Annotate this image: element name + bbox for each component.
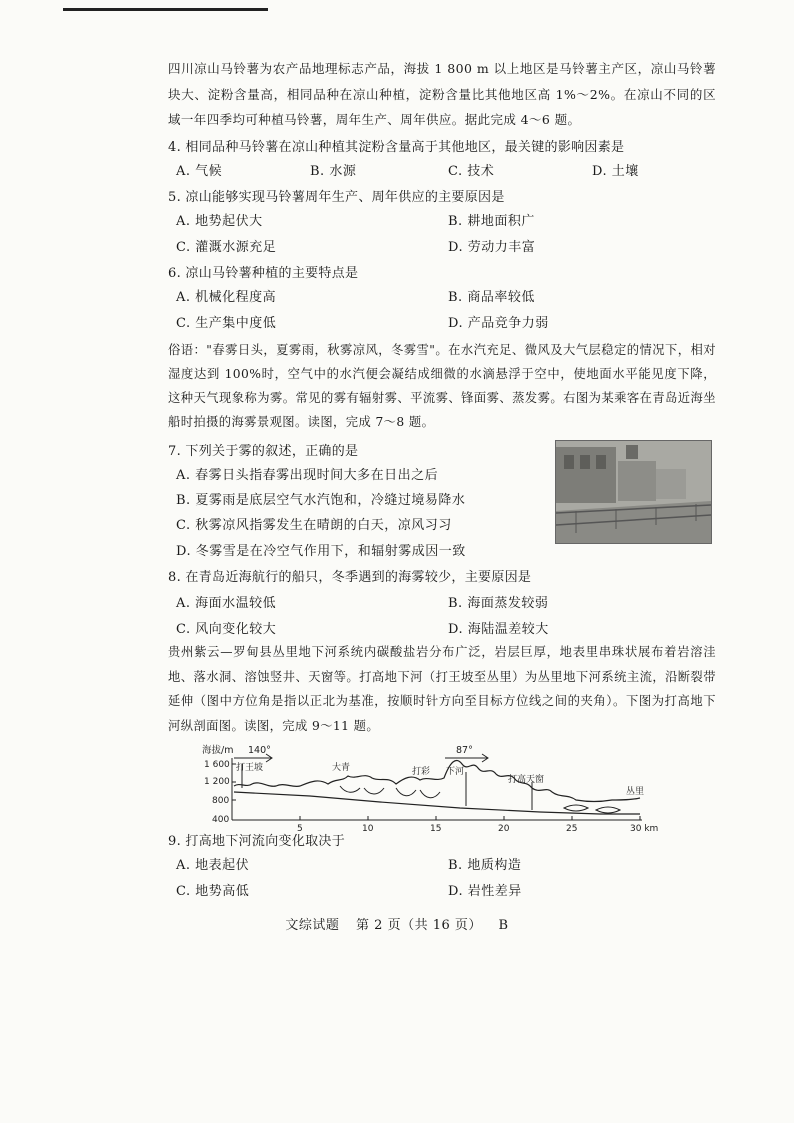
q6-option-b: B. 商品率较低 xyxy=(448,290,535,305)
question-6-stem: 6. 凉山马铃薯种植的主要特点是 xyxy=(168,266,359,281)
sea-fog-photo xyxy=(555,440,712,544)
footer-page-number: 第 2 页（共 16 页） xyxy=(356,918,482,933)
page-footer xyxy=(0,914,794,933)
xtick-25: 25 xyxy=(566,824,578,832)
question-9-stem: 9. 打高地下河流向变化取决于 xyxy=(168,834,346,849)
ytick-1200: 1 200 xyxy=(204,777,230,787)
q7-option-c: C. 秋雾凉风指雾发生在晴朗的白天，凉风习习 xyxy=(176,518,452,533)
q7-option-a: A. 春雾日头指春雾出现时间大多在日出之后 xyxy=(176,468,439,483)
xtick-10: 10 xyxy=(362,824,374,832)
place-daqing: 大青 xyxy=(332,763,351,773)
q8-option-c: C. 风向变化较大 xyxy=(176,622,277,637)
profile-ylabel: 海拔/m xyxy=(202,745,234,756)
xtick-30km: 30 km xyxy=(630,824,659,832)
q5-option-b: B. 耕地面积广 xyxy=(448,214,535,229)
passage-potato: 四川凉山马铃薯为农产品地理标志产品，海拔 1 800 m 以上地区是马铃薯主产区，凉山马铃薯块大、淀粉含量高，相同品种在凉山种植，淀粉含量比其他地区高 1%～2%。在凉山不同的区域一年四季均可种植马铃薯，周年生产、周年供应。据此完成 4～6 题。 xyxy=(168,61,716,127)
underground-river-profile xyxy=(160,742,660,832)
q8-option-b: B. 海面蒸发较弱 xyxy=(448,596,549,611)
q7-option-d: D. 冬雾雪是在冷空气作用下，和辐射雾成因一致 xyxy=(176,544,466,559)
q9-option-c: C. 地势高低 xyxy=(176,884,250,899)
place-xiahe: 下河 xyxy=(446,767,465,777)
q4-option-d: D. 土壤 xyxy=(592,164,639,179)
xtick-20: 20 xyxy=(498,824,510,832)
question-7-stem: 7. 下列关于雾的叙述，正确的是 xyxy=(168,444,359,459)
header-rule xyxy=(63,8,268,11)
ytick-1600: 1 600 xyxy=(204,760,230,770)
q9-option-a: A. 地表起伏 xyxy=(176,858,250,873)
question-4-stem: 4. 相同品种马铃薯在凉山种植其淀粉含量高于其他地区，最关键的影响因素是 xyxy=(168,140,625,155)
place-dagao-skylight: 打高天窗 xyxy=(508,775,545,785)
passage-underground-river: 贵州紫云—罗甸县丛里地下河系统内碳酸盐岩分布广泛，岩层巨厚，地表里串珠状展布着岩溶洼地、落水洞、溶蚀竖井、天窗等。打高地下河（打王坡至丛里）为丛里地下河系统主流，沿断裂带延伸（图中方位角是指以正北为基准，按顺时针方向至目标方位线之间的夹角）。下图为打高地下河纵剖面图。读图，完成 9～11 题。 xyxy=(168,645,716,733)
q4-option-b: B. 水源 xyxy=(310,164,357,179)
q8-option-d: D. 海陆温差较大 xyxy=(448,622,549,637)
passage-fog: 俗语："春雾日头，夏雾雨，秋雾凉风，冬雾雪"。在水汽充足、微风及大气层稳定的情况下，相对湿度达到 100%时，空气中的水汽便会凝结成细微的水滴悬浮于空中，使地面水平能见度下降，这种天气现象称为雾。常见的雾有辐射雾、平流雾、锋面雾、蒸发雾。右图为某乘客在青岛近海坐船时拍摄的海雾景观图。读图，完成 7～8 题。 xyxy=(168,343,716,429)
q5-option-a: A. 地势起伏大 xyxy=(176,214,263,229)
question-5-stem: 5. 凉山能够实现马铃薯周年生产、周年供应的主要原因是 xyxy=(168,190,505,205)
place-dacai: 打彩 xyxy=(412,767,431,777)
footer-version: B xyxy=(498,918,509,933)
q6-option-d: D. 产品竞争力弱 xyxy=(448,316,549,331)
place-congli: 丛里 xyxy=(626,787,645,797)
angle-label-2: 87° xyxy=(456,745,473,756)
q5-option-c: C. 灌溉水源充足 xyxy=(176,240,277,255)
footer-subject: 文综试题 xyxy=(285,918,340,933)
q6-option-c: C. 生产集中度低 xyxy=(176,316,277,331)
ytick-800: 800 xyxy=(212,796,230,806)
q5-option-d: D. 劳动力丰富 xyxy=(448,240,536,255)
place-dawangpo: 打王坡 xyxy=(236,763,264,773)
q9-option-b: B. 地质构造 xyxy=(448,858,522,873)
q9-option-d: D. 岩性差异 xyxy=(448,884,522,899)
xtick-15: 15 xyxy=(430,824,442,832)
ytick-400: 400 xyxy=(212,815,230,825)
xtick-5: 5 xyxy=(297,824,303,832)
sea-fog-photo-drawing xyxy=(556,441,711,543)
question-8-stem: 8. 在青岛近海航行的船只，冬季遇到的海雾较少，主要原因是 xyxy=(168,570,532,585)
q8-option-a: A. 海面水温较低 xyxy=(176,596,277,611)
q7-option-b: B. 夏雾雨是底层空气水汽饱和，冷缝过境易降水 xyxy=(176,493,466,508)
q4-option-c: C. 技术 xyxy=(448,164,495,179)
angle-label-1: 140° xyxy=(248,745,271,756)
q4-option-a: A. 气候 xyxy=(176,164,223,179)
q6-option-a: A. 机械化程度高 xyxy=(176,290,277,305)
